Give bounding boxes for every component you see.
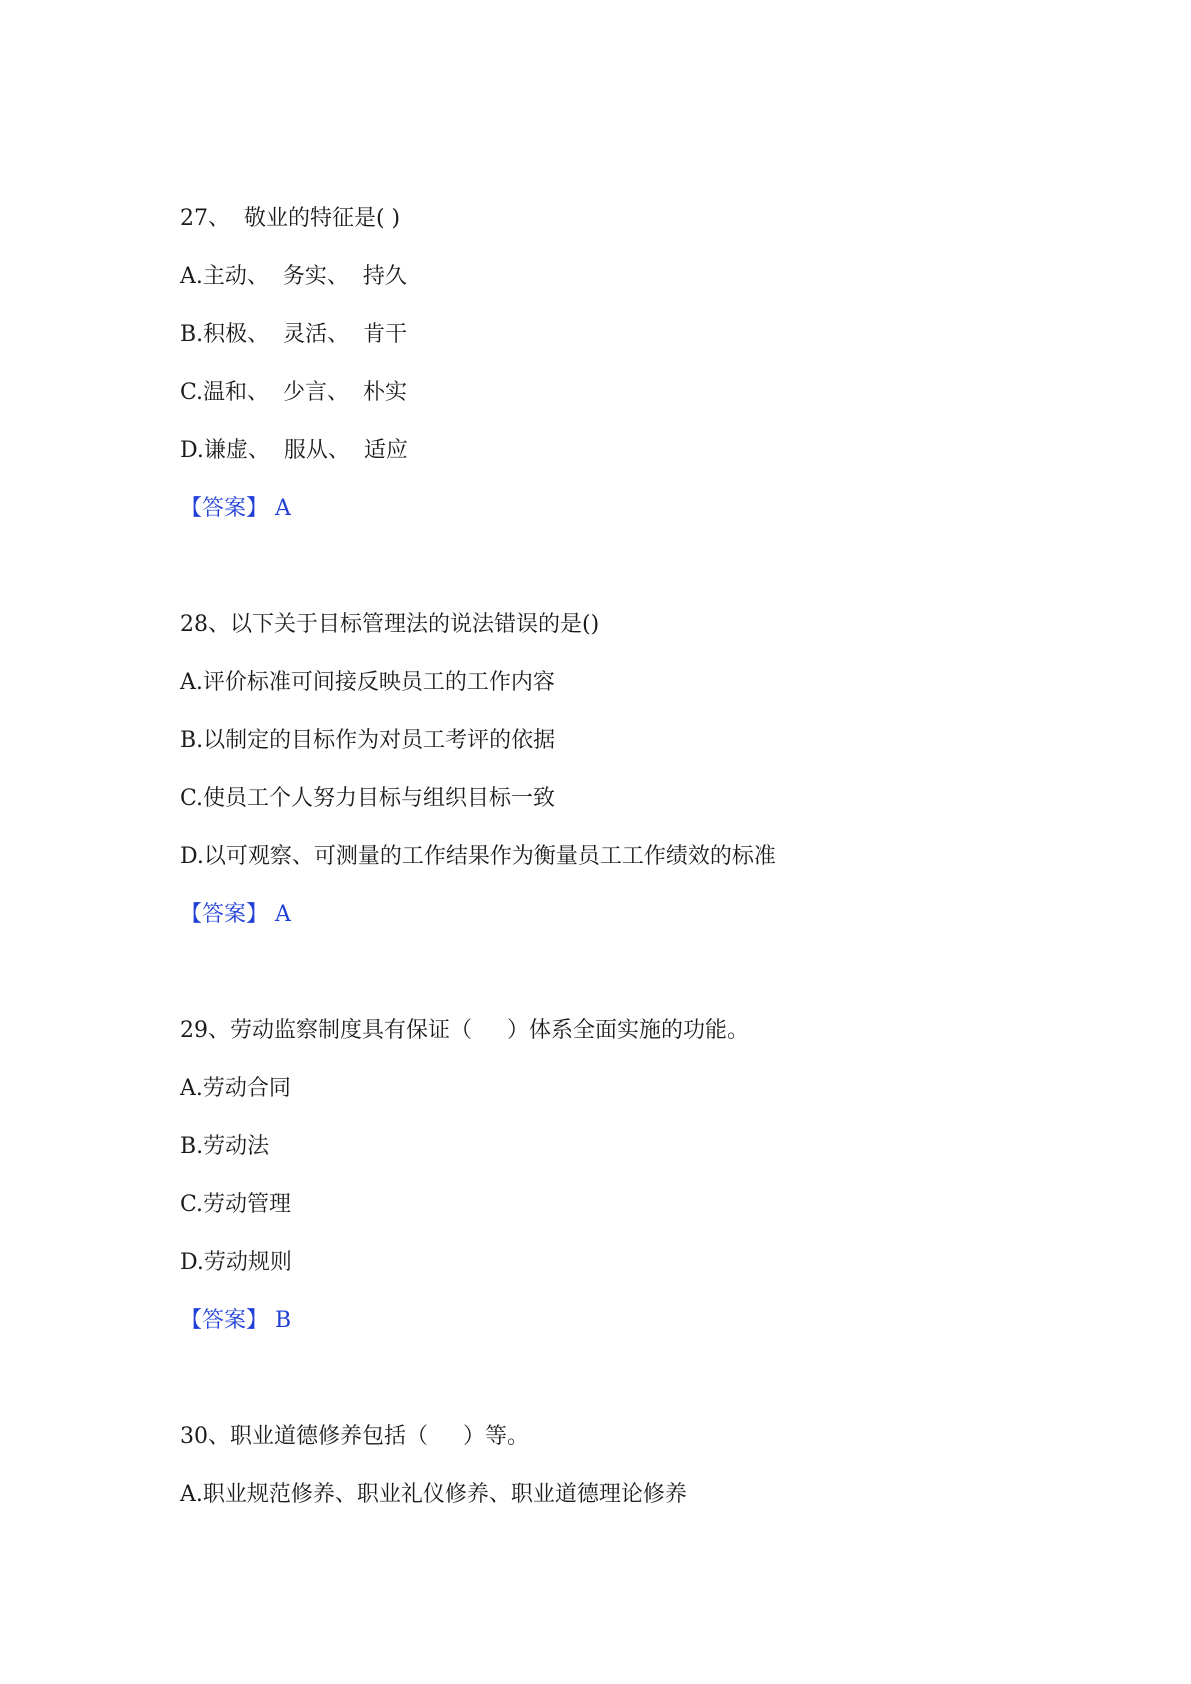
question-27-stem: 27、 敬业的特征是( ) [180,206,401,231]
question-29-option-c: C.劳动管理 [180,1192,292,1217]
question-29-stem: 29、劳动监察制度具有保证（ ）体系全面实施的功能。 [180,1018,749,1043]
question-27-answer: 【答案】 A [180,496,291,521]
question-28-option-d: D.以可观察、可测量的工作结果作为衡量员工工作绩效的标准 [180,844,776,869]
question-29-option-d: D.劳动规则 [180,1250,292,1275]
question-27-option-b: B.积极、 灵活、 肯干 [180,322,408,347]
question-28-answer: 【答案】 A [180,902,291,927]
question-29-answer: 【答案】 B [180,1308,292,1333]
question-27-option-d: D.谦虚、 服从、 适应 [180,438,408,463]
question-29-option-a: A.劳动合同 [180,1076,291,1101]
question-28-option-c: C.使员工个人努力目标与组织目标一致 [180,786,556,811]
question-30-option-a: A.职业规范修养、职业礼仪修养、职业道德理论修养 [180,1482,687,1507]
question-28-stem: 28、以下关于目标管理法的说法错误的是() [180,612,600,637]
question-30-stem: 30、职业道德修养包括（ ）等。 [180,1424,529,1449]
question-27-option-c: C.温和、 少言、 朴实 [180,380,408,405]
question-28-option-a: A.评价标准可间接反映员工的工作内容 [180,670,555,695]
question-27-option-a: A.主动、 务实、 持久 [180,264,407,289]
question-28-option-b: B.以制定的目标作为对员工考评的依据 [180,728,556,753]
question-29-option-b: B.劳动法 [180,1134,270,1159]
